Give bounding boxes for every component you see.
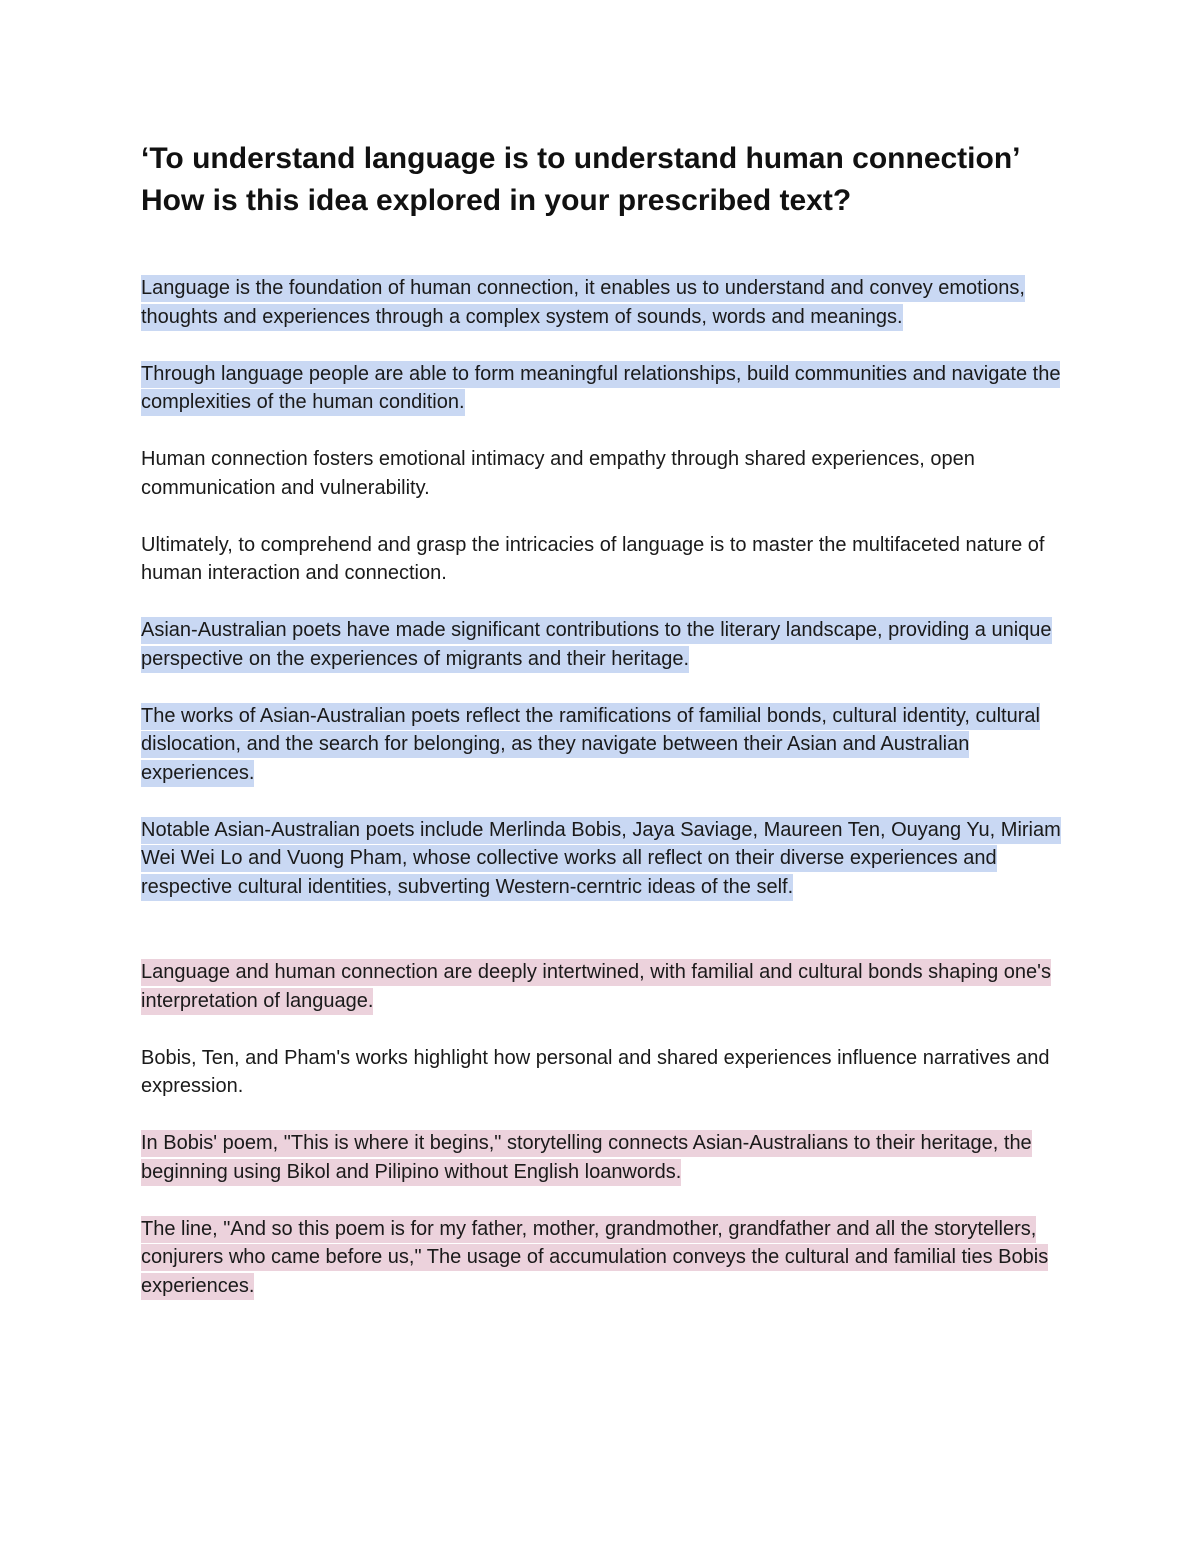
highlighted-text: Through language people are able to form meaningful relationships, build communities and navigate the complexities of the human condition. (141, 361, 1060, 417)
document-body (141, 138, 1071, 1329)
paragraph-works-reflect (141, 702, 1071, 788)
highlighted-text: In Bobis' poem, "This is where it begins," storytelling connects Asian-Australians to their heritage, the beginning using Bikol and Pilipino without English loanwords. (141, 1130, 1032, 1186)
paragraph-language-foundation (141, 274, 1071, 331)
plain-text: Bobis, Ten, and Pham's works highlight how personal and shared experiences influence narratives and expression. (141, 1046, 1050, 1097)
highlighted-text: Notable Asian-Australian poets include Merlinda Bobis, Jaya Saviage, Maureen Ten, Ouyang Yu, Miriam Wei Wei Lo and Vuong Pham, whose collective works all reflect on their diverse experiences and respective cultural identities, subverting Western-cerntric ideas of the self. (141, 817, 1061, 901)
highlighted-text: The line, "And so this poem is for my father, mother, grandmother, grandfather and all the storytellers, conjurers who came before us," The usage of accumulation conveys the cultural and familial ties Bobis experiences. (141, 1216, 1048, 1300)
paragraph-notable-poets (141, 816, 1071, 902)
highlighted-text: Language and human connection are deeply intertwined, with familial and cultural bonds shaping one's interpretation of language. (141, 959, 1051, 1015)
highlighted-text: The works of Asian-Australian poets reflect the ramifications of familial bonds, cultural identity, cultural dislocation, and the search for belonging, as they navigate between their Asian and Australian experiences. (141, 703, 1040, 787)
highlighted-text: Language is the foundation of human connection, it enables us to understand and convey emotions, thoughts and experiences through a complex system of sounds, words and meanings. (141, 275, 1025, 331)
plain-text: Ultimately, to comprehend and grasp the intricacies of language is to master the multifaceted nature of human interaction and connection. (141, 533, 1045, 584)
paragraph-human-connection (141, 445, 1071, 502)
highlighted-text: Asian-Australian poets have made significant contributions to the literary landscape, providing a unique perspective on the experiences of migrants and their heritage. (141, 617, 1052, 673)
paragraph-ultimately (141, 531, 1071, 588)
paragraph-asian-australian-poets (141, 616, 1071, 673)
paragraph-relationships (141, 360, 1071, 417)
paragraph-intertwined (141, 958, 1071, 1015)
essay-question-title: ‘To understand language is to understand human connection’ How is this idea explored in your prescribed text? (141, 142, 1019, 217)
paragraph-bobis-poem (141, 1129, 1071, 1186)
paragraph-accumulation (141, 1215, 1071, 1301)
plain-text: Human connection fosters emotional intimacy and empathy through shared experiences, open communication and vulnerability. (141, 448, 975, 499)
paragraph-bobis-ten-pham (141, 1044, 1071, 1101)
